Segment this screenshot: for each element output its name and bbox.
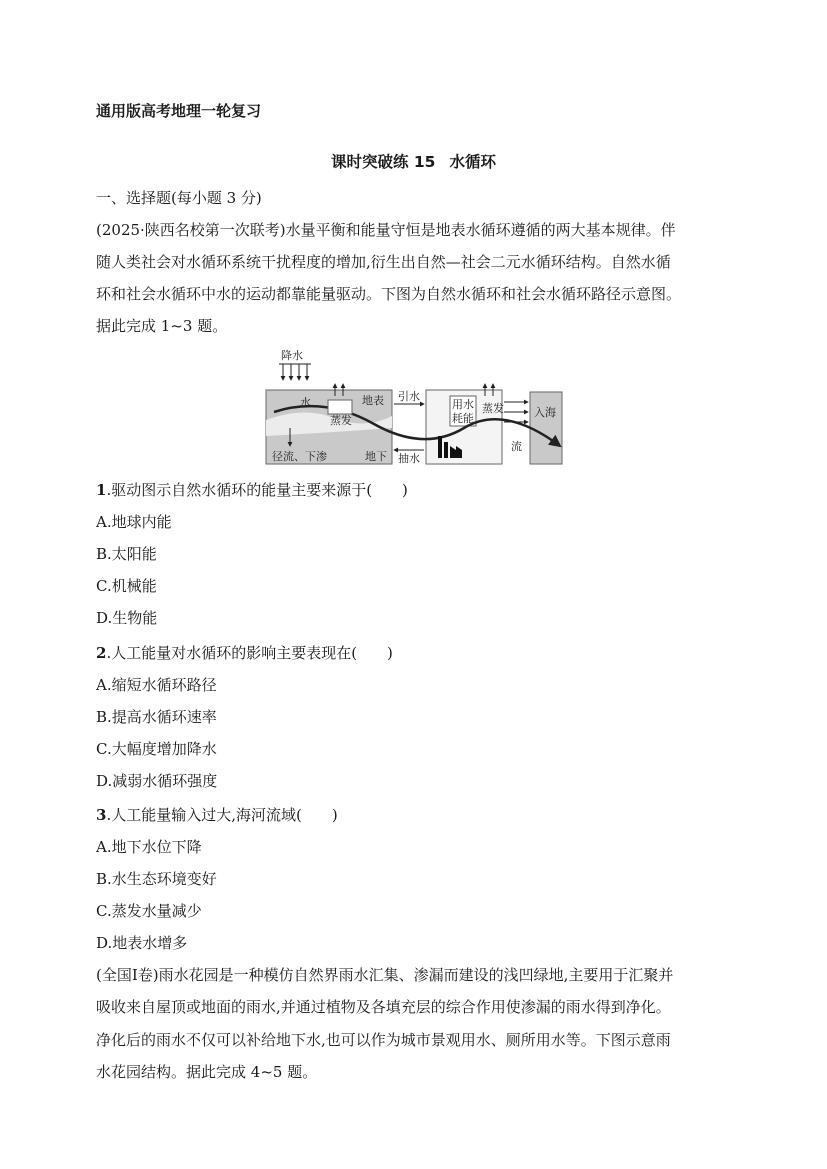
option-2b[interactable]: B.提高水循环速率 (96, 708, 217, 726)
intro-line: 随人类社会对水循环系统干扰程度的增加,衍生出自然—社会二元水循环结构。自然水循 (96, 253, 671, 271)
option-2a[interactable]: A.缩短水循环路径 (96, 676, 217, 694)
option-3d[interactable]: D.地表水增多 (96, 934, 188, 952)
label-flow: 流 (511, 440, 522, 453)
option-3c[interactable]: C.蒸发水量减少 (96, 902, 202, 920)
intro-line: 水花园结构。据此完成 4~5 题。 (96, 1063, 318, 1081)
option-2d[interactable]: D.减弱水循环强度 (96, 772, 218, 790)
label-precip: 降水 (281, 349, 303, 362)
option-1a[interactable]: A.地球内能 (96, 513, 172, 531)
sea-block (530, 392, 562, 464)
intro-line: 据此完成 1~3 题。 (96, 317, 228, 335)
option-1b[interactable]: B.太阳能 (96, 545, 157, 563)
intro-line: 环和社会水循环中水的运动都靠能量驱动。下图为自然水循环和社会水循环路径示意图。 (96, 285, 682, 303)
precip-arrows (279, 364, 311, 380)
option-3b[interactable]: B.水生态环境变好 (96, 870, 217, 888)
label-use2: 耗能 (452, 412, 474, 425)
intro-line: (全国Ⅰ卷)雨水花园是一种模仿自然界雨水汇集、渗漏而建设的浅凹绿地,主要用于汇聚并 (96, 966, 674, 984)
intro-line: 吸收来自屋顶或地面的雨水,并通过植物及各填充层的综合作用使渗漏的雨水得到净化。 (96, 998, 671, 1016)
water-cycle-diagram (264, 346, 564, 468)
title-main: 课时突破练 15 (331, 153, 436, 171)
page-title (0, 150, 827, 172)
question-3: 3.人工能量输入过大,海河流域( ) (96, 806, 338, 824)
label-underground: 地下 (365, 450, 387, 463)
section-heading: 一、选择题(每小题 3 分) (96, 189, 262, 207)
title-topic: 水循环 (449, 153, 496, 171)
label-water: 水 (300, 396, 311, 409)
question-1: 1.驱动图示自然水循环的能量主要来源于( ) (96, 481, 408, 499)
label-evap2: 蒸发 (482, 402, 504, 415)
intro-line: (2025·陕西名校第一次联考)水量平衡和能量守恒是地表水循环遵循的两大基本规律。伴 (96, 221, 676, 239)
intro-line: 净化后的雨水不仅可以补给地下水,也可以作为城市景观用水、厕所用水等。下图示意雨 (96, 1031, 671, 1049)
label-runoff: 径流、下渗 (272, 450, 327, 463)
label-sea: 入海 (534, 406, 556, 419)
label-evap1: 蒸发 (330, 414, 352, 427)
label-use1: 用水 (452, 398, 474, 411)
label-pump: 抽水 (398, 452, 420, 465)
option-2c[interactable]: C.大幅度增加降水 (96, 740, 217, 758)
question-2: 2.人工能量对水循环的影响主要表现在( ) (96, 644, 393, 662)
header: 通用版高考地理一轮复习 (96, 102, 262, 120)
option-3a[interactable]: A.地下水位下降 (96, 838, 202, 856)
option-1c[interactable]: C.机械能 (96, 577, 157, 595)
label-surface: 地表 (362, 394, 384, 407)
option-1d[interactable]: D.生物能 (96, 609, 158, 627)
label-divert: 引水 (398, 390, 420, 403)
